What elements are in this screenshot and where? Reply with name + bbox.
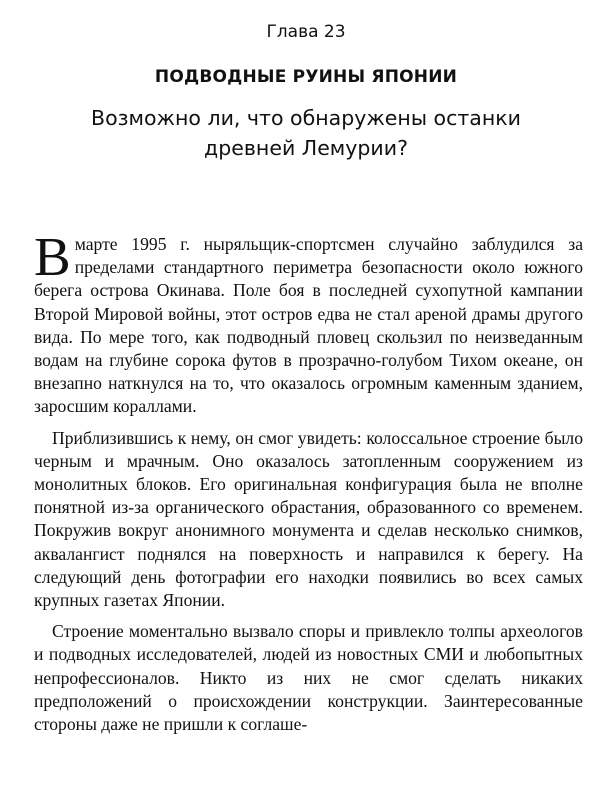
chapter-title: ПОДВОДНЫЕ РУИНЫ ЯПОНИИ	[154, 67, 458, 87]
paragraph: Приблизившись к нему, он смог увидеть: колоссальное строение было черным и мрачным. Оно оказалось затопленным сооружением из монолитных блоков. Его оригинальная конфигурация была не вполне понятной из-за органического обрастания, образованного со временем. Покружив вокруг анонимного монумента и сделав несколько снимков, аквалангист поднялся на поверхность и направился к берегу. На следующий день фотографии его находки появились во всех самых крупных газетах Японии.	[34, 427, 583, 611]
paragraph	[34, 226, 583, 419]
subtitle-line: древней Лемурии?	[204, 136, 408, 160]
chapter-number: Глава 23	[266, 22, 346, 42]
body-text	[34, 226, 583, 736]
paragraph: Строение моментально вызвало споры и привлекло толпы археологов и подводных исследователей, людей из новостных СМИ и любопытных непрофессионалов. Никто из них не смог сделать никаких предположений о происхождении конструкции. Заинтересованные стороны даже не пришли к соглаше-	[34, 621, 583, 735]
drop-cap: В	[34, 226, 71, 287]
chapter-subtitle	[40, 103, 572, 163]
paragraph-text: марте 1995 г. ныряльщик-спортсмен случайно заблудился за пределами стандартного периметра безопасности около южного берега острова Окинава. Поле боя в последней сухопутной кампании Второй Мировой войны, этот остров едва не стал ареной драмы другого вида. По мере того, как подводный пловец скользил по неизведанным водам на глубине сорока футов в прозрачно-голубом Тихом океане, он внезапно наткнулся на то, что оказалось огромным каменным зданием, заросшим кораллами.	[34, 234, 583, 417]
subtitle-line: Возможно ли, что обнаружены останки	[91, 106, 521, 130]
